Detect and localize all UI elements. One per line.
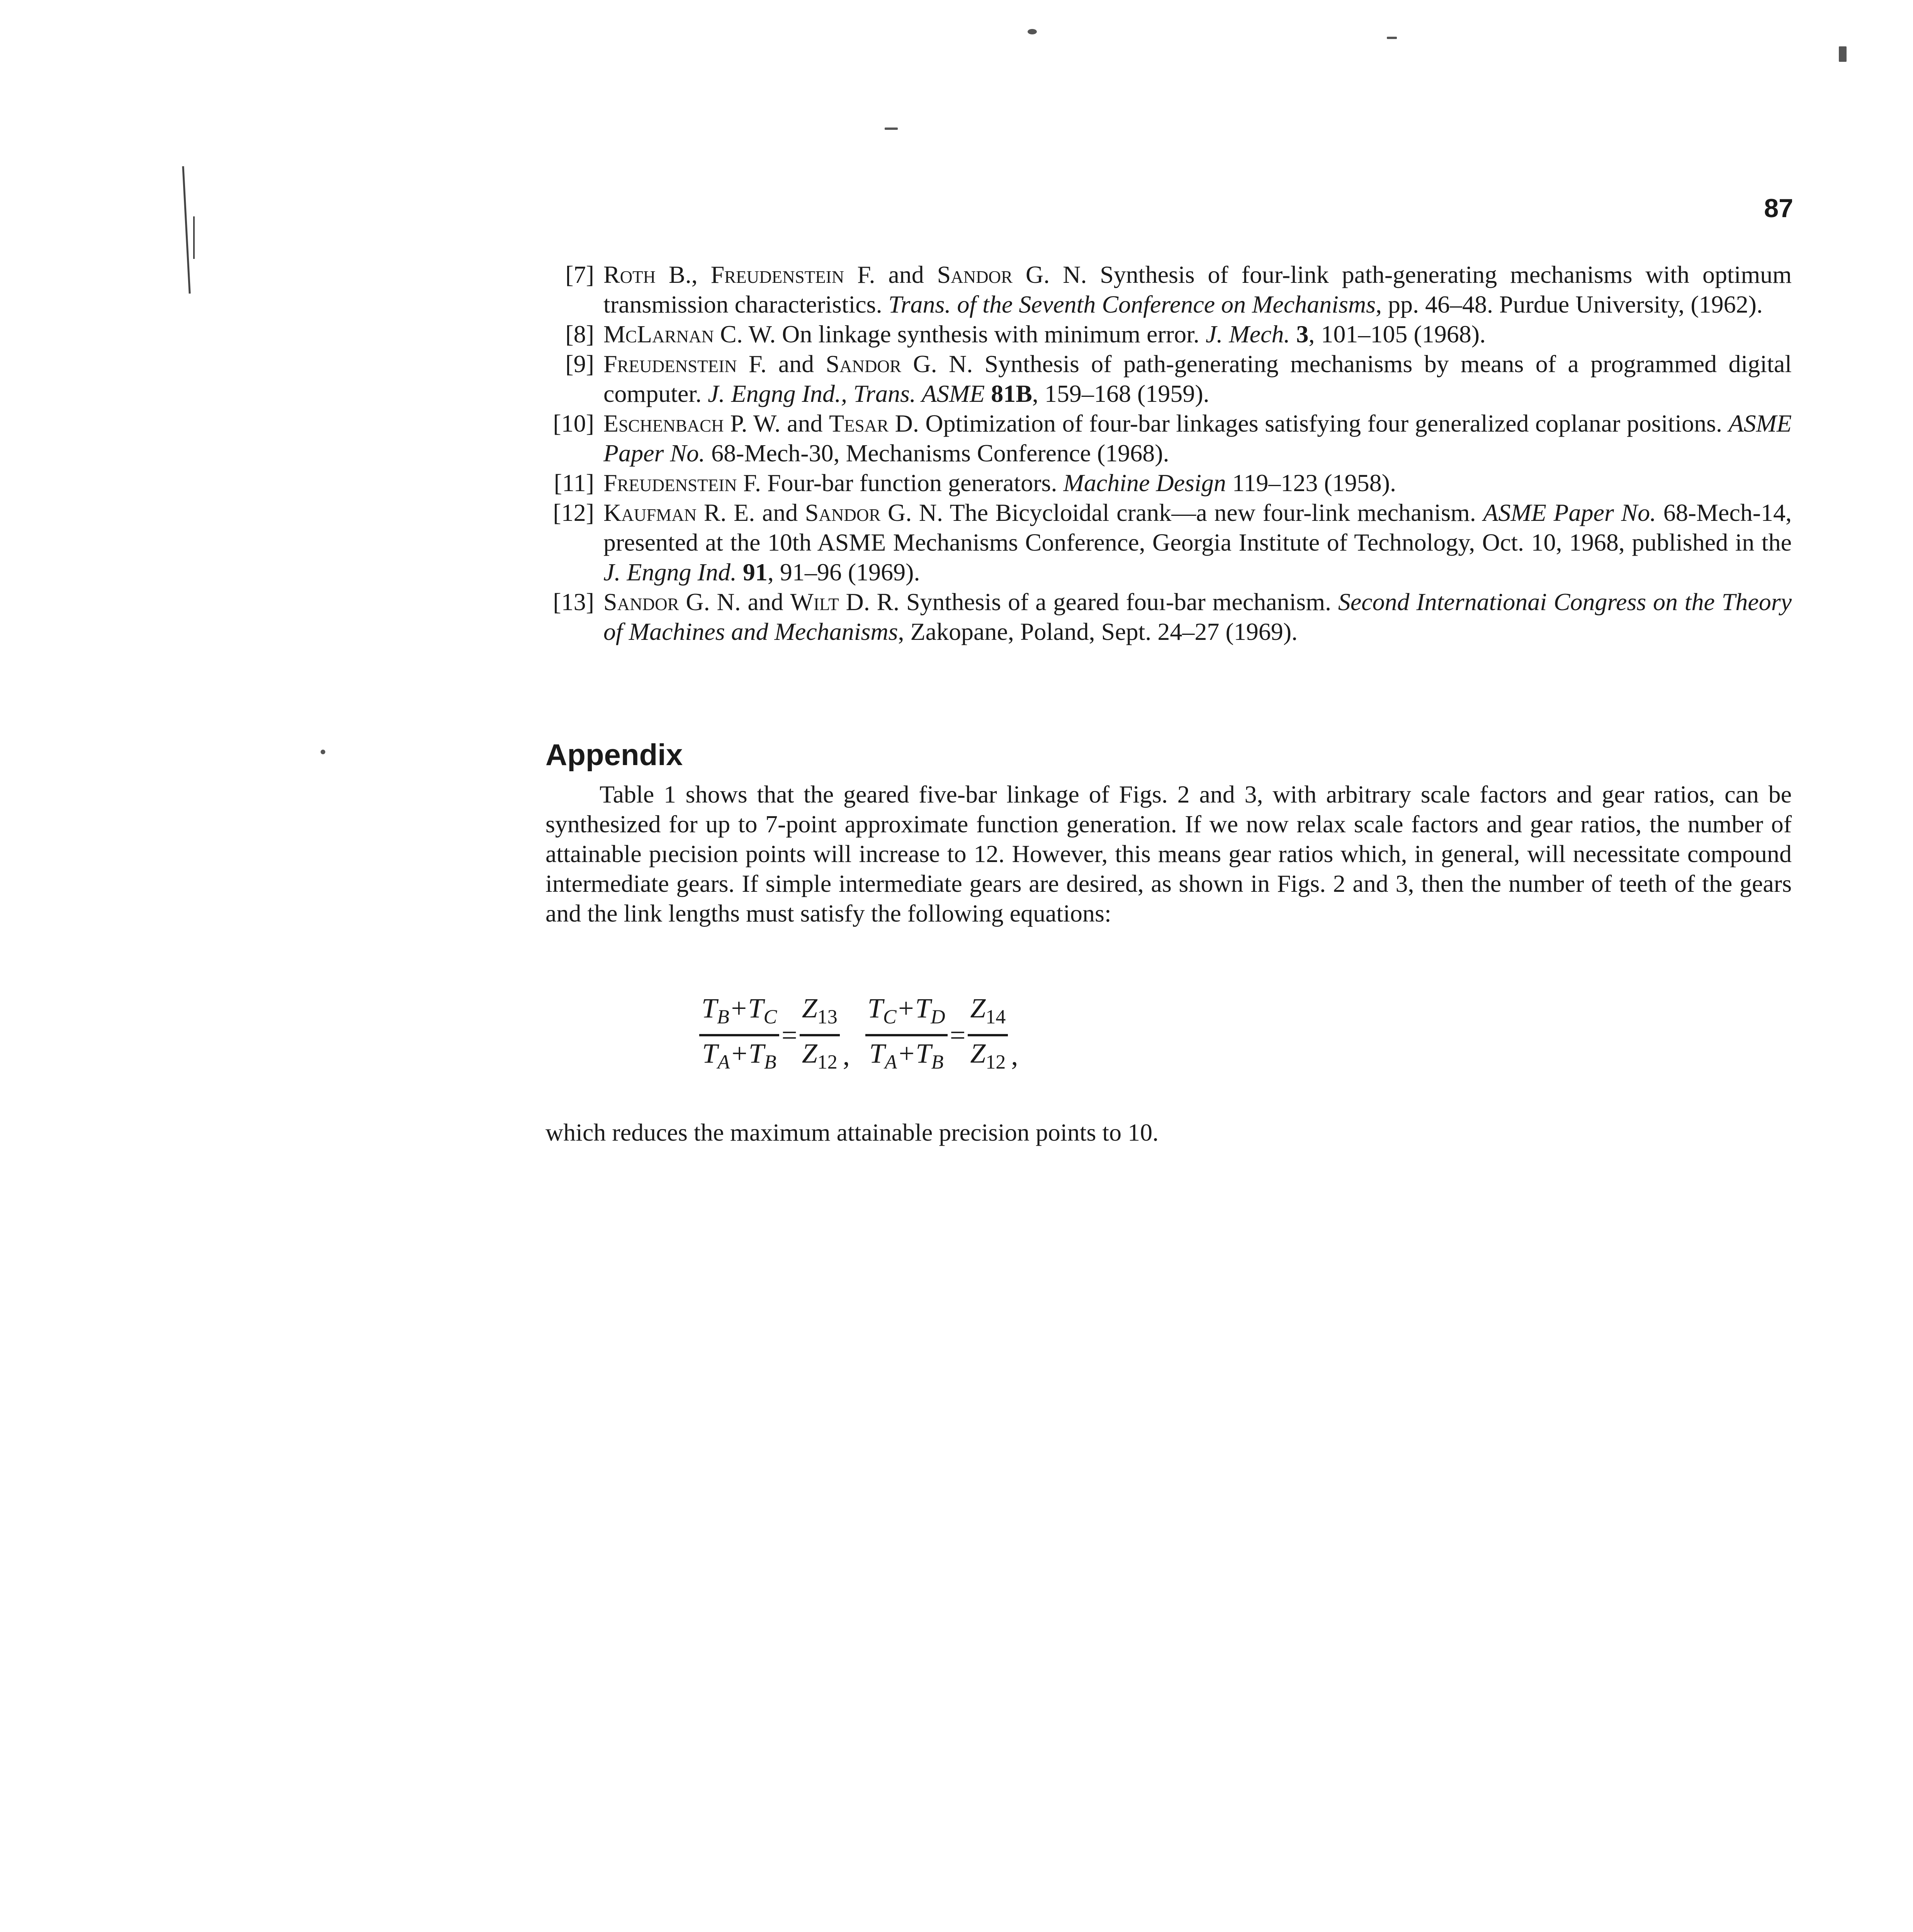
math-subscript: C: [883, 1006, 897, 1028]
reference-author: Freudenstein: [603, 350, 737, 378]
reference-author: Wilt: [790, 588, 839, 616]
math-symbol: Z: [802, 1038, 817, 1069]
reference-author: B.,: [669, 261, 711, 288]
gear-equations: [699, 991, 1033, 1080]
equation-separator: ,: [1011, 1040, 1018, 1071]
math-subscript: 13: [817, 1006, 838, 1028]
reference-item: [541, 587, 1792, 646]
reference-text: 81B: [985, 380, 1032, 407]
math-subscript: D: [931, 1006, 945, 1028]
reference-author: Roth: [603, 261, 656, 288]
equation-2-rhs-fraction: [968, 991, 1008, 1080]
reference-author: R. E. and: [703, 499, 805, 526]
appendix-conclusion: which reduces the maximum attainable precision points to 10.: [545, 1119, 1159, 1146]
appendix-heading: Appendix: [545, 738, 683, 772]
math-symbol: +T: [730, 1038, 764, 1069]
appendix-paragraph: Table 1 shows that the geared five-bar linkage of Figs. 2 and 3, with arbitrary scale factors and gear ratios, can be synthesized for up to 7-point approximate function generation. If we now relax scale factors and gear ratios, the number of attainable pıecision points will increase to 12. However, this means gear ratios which, in general, will necessitate compound intermediate gears. If simple intermediate gears are desired, as shown in Figs. 2 and 3, then the number of teeth of the gears and the link lengths must satisfy the following equations:: [545, 781, 1792, 927]
math-subscript: 12: [985, 1051, 1006, 1073]
equation-2-lhs-fraction: [865, 991, 948, 1080]
reference-author: Tesar: [829, 410, 889, 437]
reference-item: [541, 349, 1792, 408]
math-subscript: B: [717, 1006, 729, 1028]
reference-number: [7]: [565, 261, 594, 288]
equation-1-lhs-numerator: [699, 991, 779, 1036]
math-subscript: B: [764, 1051, 776, 1073]
reference-item: [541, 498, 1792, 587]
math-subscript: C: [763, 1006, 777, 1028]
reference-author: Eschenbach: [603, 410, 724, 437]
reference-number: [11]: [554, 469, 594, 497]
equation-1-rhs-numerator: [800, 991, 840, 1036]
reference-text: , 91–96 (1969).: [767, 558, 920, 586]
equation-separator: ,: [843, 1040, 850, 1071]
reference-text: , Zakopane, Poland, Sept. 24–27 (1969).: [898, 618, 1298, 645]
scan-speck: [885, 128, 898, 130]
scan-speck: [1028, 29, 1037, 34]
reference-item: [541, 319, 1792, 349]
reference-text: Synthesis of path-generating mechanisms by means of a programmed digital computer.: [603, 350, 1792, 407]
reference-text: The Bicycloidal crank—a new four-link mechanism.: [950, 499, 1483, 526]
reference-text: Synthesis of a geared fouı-bar mechanism.: [906, 588, 1338, 616]
reference-source: Second Internationai Congress on the Theory of Machines and Mechanisms: [603, 588, 1792, 645]
reference-list: [541, 260, 1792, 646]
equation-1-lhs-fraction: [699, 991, 779, 1080]
math-subscript: B: [931, 1051, 944, 1073]
math-symbol: T: [867, 993, 883, 1024]
reference-author: Freudenstein: [710, 261, 844, 288]
reference-author: Sandor: [937, 261, 1013, 288]
reference-text: On linkage synthesis with minimum error.: [782, 320, 1206, 348]
reference-text: 3: [1290, 320, 1309, 348]
equation-2-rhs-denominator: [968, 1036, 1008, 1079]
reference-author: Sandor: [603, 588, 679, 616]
math-subscript: 12: [817, 1051, 838, 1073]
reference-author: F.: [743, 469, 761, 497]
reference-text: Optimization of four-bar linkages satisfying four generalized coplanar positions.: [925, 410, 1729, 437]
equals-sign: =: [782, 1019, 797, 1051]
equation-1-lhs-denominator: [700, 1036, 778, 1079]
equals-sign: =: [950, 1019, 966, 1051]
reference-author: F. and: [748, 350, 826, 378]
reference-text: , 101–105 (1968).: [1308, 320, 1486, 348]
reference-author: F. and: [857, 261, 937, 288]
reference-author: P. W. and: [730, 410, 829, 437]
reference-author: Sandor: [805, 499, 881, 526]
reference-author: Kaufman: [603, 499, 697, 526]
reference-source: Trans. of the Seventh Conference on Mechanisms: [888, 291, 1376, 318]
reference-author: D. R.: [846, 588, 900, 616]
equation-1-rhs-fraction: [800, 991, 840, 1080]
reference-item: [541, 408, 1792, 468]
math-subscript: A: [885, 1051, 897, 1073]
reference-text: 91: [736, 558, 768, 586]
reference-item: [541, 260, 1792, 319]
math-symbol: T: [702, 993, 717, 1024]
reference-author: G. N.: [888, 499, 943, 526]
equation-1-rhs-denominator: [800, 1036, 840, 1079]
reference-source: J. Engng Ind.: [603, 558, 737, 586]
reference-source: ASME Paper No.: [603, 410, 1792, 467]
math-subscript: A: [717, 1051, 730, 1073]
math-symbol: Z: [802, 993, 817, 1024]
reference-text: 119–123 (1958).: [1226, 469, 1396, 497]
reference-text: , 159–168 (1959).: [1032, 380, 1210, 407]
math-symbol: Z: [970, 1038, 986, 1069]
math-symbol: +T: [897, 1038, 931, 1069]
scan-margin-line: [182, 166, 190, 294]
math-subscript: 14: [985, 1006, 1006, 1028]
math-symbol: T: [869, 1038, 885, 1069]
reference-author: Freudenstein: [603, 469, 737, 497]
reference-author: D.: [895, 410, 919, 437]
reference-author: Sandor: [826, 350, 902, 378]
reference-number: [10]: [553, 410, 594, 437]
reference-number: [13]: [553, 588, 594, 616]
equation-2-lhs-numerator: [865, 991, 948, 1036]
reference-author: McLarnan: [603, 320, 714, 348]
reference-author: G. N.: [1026, 261, 1087, 288]
reference-text: Four-bar function generators.: [767, 469, 1064, 497]
reference-author: G. N. and: [686, 588, 790, 616]
reference-item: [541, 468, 1792, 498]
reference-source: ASME Paper No.: [1483, 499, 1656, 526]
scan-speck: [1387, 37, 1397, 39]
page-number: 87: [1764, 194, 1793, 223]
reference-author: G. N.: [913, 350, 973, 378]
math-symbol: +T: [729, 993, 764, 1024]
scan-margin-line: [193, 216, 195, 259]
reference-text: 68-Mech-30, Mechanisms Conference (1968).: [705, 439, 1169, 467]
math-symbol: Z: [970, 993, 986, 1024]
equation-2-rhs-numerator: [968, 991, 1008, 1036]
reference-source: J. Engng Ind., Trans. ASME: [708, 380, 985, 407]
math-symbol: +T: [896, 993, 931, 1024]
reference-text: Synthesis of four-link path-generating mechanisms with optimum transmission characteristics.: [603, 261, 1792, 318]
equation-2-lhs-denominator: [867, 1036, 946, 1079]
reference-source: J. Mech.: [1205, 320, 1290, 348]
reference-number: [9]: [565, 350, 594, 378]
math-symbol: T: [702, 1038, 718, 1069]
scan-speck: [321, 750, 325, 754]
reference-source: Machine Design: [1063, 469, 1226, 497]
reference-number: [8]: [565, 320, 594, 348]
reference-text: 68-Mech-14, presented at the 10th ASME Mechanisms Conference, Georgia Institute of Technology, Oct. 10, 1968, published in the: [603, 499, 1792, 556]
scan-speck: [1839, 46, 1847, 62]
reference-text: , pp. 46–48. Purdue University, (1962).: [1375, 291, 1763, 318]
reference-number: [12]: [553, 499, 594, 526]
reference-author: C. W.: [720, 320, 776, 348]
